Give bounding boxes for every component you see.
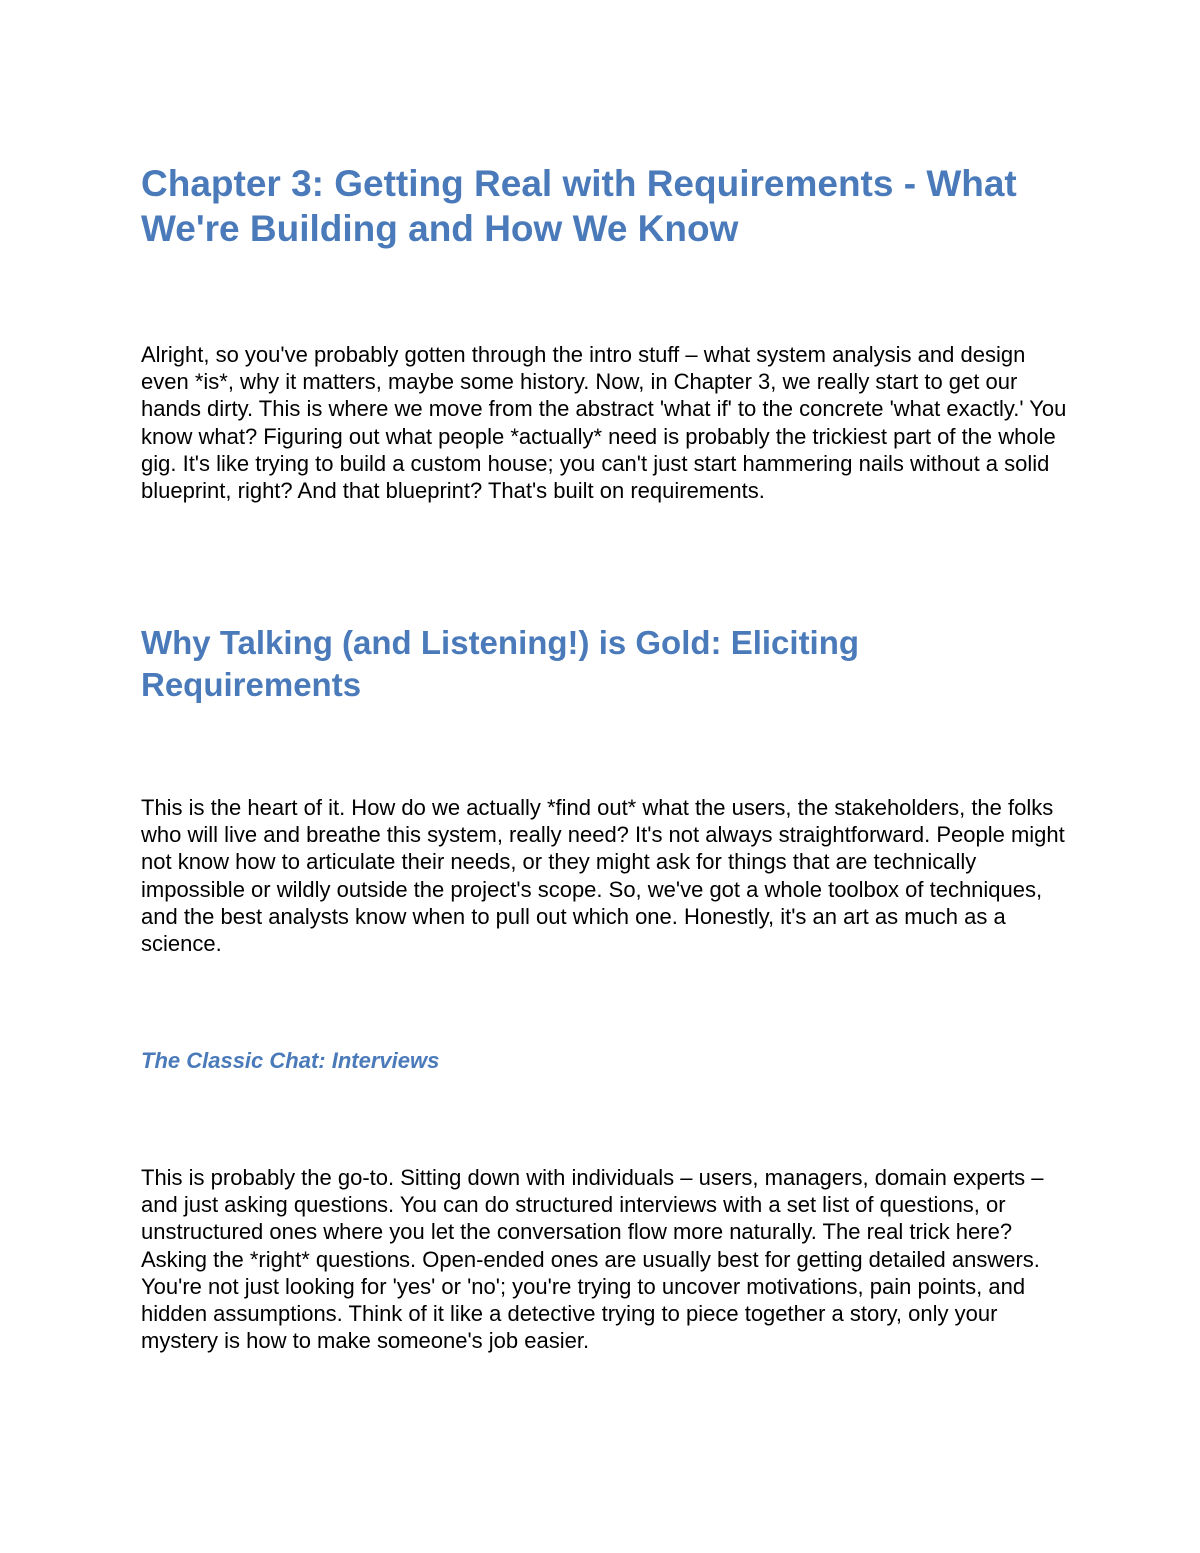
subsection-paragraph: This is probably the go-to. Sitting down with individuals – users, managers, domain experts – and just asking questions. You can do structured interviews with a set list of questions, or unstructured ones where you let the conversation flow more naturally. The real trick here? Asking the *right* questions. Open-ended ones are usually best for getting detailed answers. You're not just looking for 'yes' or 'no'; you're trying to uncover motivations, pain points, and hidden assumptions. Think of it like a detective trying to piece together a story, only your mystery is how to make someone's job easier. — [141, 1165, 1044, 1354]
intro-paragraph: Alright, so you've probably gotten through the intro stuff – what system analysis and design even *is*, why it matters, maybe some history. Now, in Chapter 3, we really start to get our hands dirty. This is where we move from the abstract 'what if' to the concrete 'what exactly.' You know what? Figuring out what people *actually* need is probably the trickiest part of the whole gig. It's like trying to build a custom house; you can't just start hammering nails without a solid blueprint, right? And that blueprint? That's built on requirements. — [141, 342, 1067, 504]
subsection-heading: The Classic Chat: Interviews — [141, 1048, 440, 1073]
section-paragraph: This is the heart of it. How do we actually *find out* what the users, the stakeholders, the folks who will live and breathe this system, really need? It's not always straightforward. People might not know how to articulate their needs, or they might ask for things that are technically impossible or wildly outside the project's scope. So, we've got a whole toolbox of techniques, and the best analysts know when to pull out which one. Honestly, it's an art as much as a science. — [141, 795, 1065, 957]
section-heading: Why Talking (and Listening!) is Gold: Eliciting Requirements — [141, 624, 860, 703]
chapter-title: Chapter 3: Getting Real with Requirements - What We're Building and How We Know — [141, 163, 1017, 249]
